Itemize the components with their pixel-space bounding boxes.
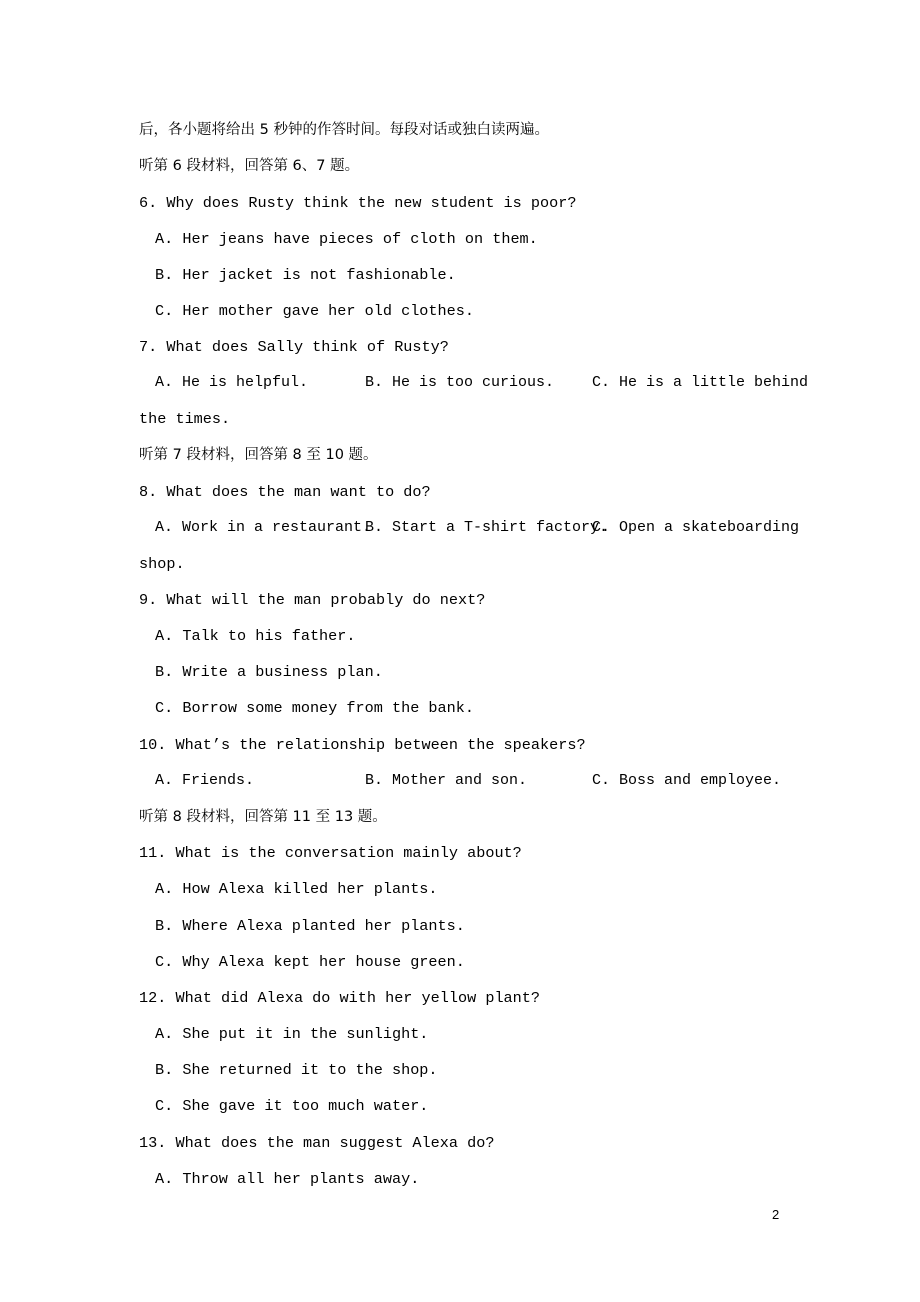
- section-7-heading: 听第 7 段材料，回答第 8 至 10 题。: [139, 447, 378, 463]
- question-12: 12. What did Alexa do with her yellow plant?: [139, 989, 541, 1007]
- question-6-option-a: A. Her jeans have pieces of cloth on them.: [155, 230, 538, 248]
- instructions-continuation: 后，各小题将给出 5 秒钟的作答时间。每段对话或独白读两遍。: [139, 122, 549, 138]
- question-9-option-a: A. Talk to his father.: [155, 627, 356, 645]
- question-6-option-b: B. Her jacket is not fashionable.: [155, 266, 456, 284]
- question-6-option-c: C. Her mother gave her old clothes.: [155, 302, 474, 320]
- question-13-option-a: A. Throw all her plants away.: [155, 1170, 420, 1188]
- question-9-option-b: B. Write a business plan.: [155, 663, 383, 681]
- question-8-option-a: A. Work in a restaurant.: [155, 519, 372, 536]
- question-11-option-a: A. How Alexa killed her plants.: [155, 880, 438, 898]
- question-8-option-c: C. Open a skateboarding: [592, 519, 800, 536]
- question-9-option-c: C. Borrow some money from the bank.: [155, 699, 474, 717]
- question-7-option-b: B. He is too curious.: [365, 374, 555, 391]
- question-11-option-c: C. Why Alexa kept her house green.: [155, 953, 465, 971]
- question-8: 8. What does the man want to do?: [139, 483, 431, 501]
- question-13: 13. What does the man suggest Alexa do?: [139, 1134, 495, 1152]
- question-12-option-b: B. She returned it to the shop.: [155, 1061, 438, 1079]
- question-10-option-a: A. Friends.: [155, 772, 255, 789]
- question-10-options: [155, 771, 795, 791]
- question-7: 7. What does Sally think of Rusty?: [139, 338, 449, 356]
- question-9: 9. What will the man probably do next?: [139, 591, 486, 609]
- section-6-heading: 听第 6 段材料，回答第 6、7 题。: [139, 158, 360, 174]
- question-7-option-c: C. He is a little behind: [592, 374, 809, 391]
- question-8-option-b: B. Start a T-shirt factory.: [365, 519, 609, 536]
- question-11: 11. What is the conversation mainly about?: [139, 844, 522, 862]
- question-12-option-c: C. She gave it too much water.: [155, 1097, 429, 1115]
- question-6: 6. Why does Rusty think the new student is poor?: [139, 194, 577, 212]
- question-10-option-c: C. Boss and employee.: [592, 772, 782, 789]
- question-7-option-a: A. He is helpful.: [155, 374, 309, 391]
- page-number: 2: [772, 1207, 780, 1222]
- question-12-option-a: A. She put it in the sunlight.: [155, 1025, 429, 1043]
- question-8-options: [155, 518, 800, 538]
- section-8-heading: 听第 8 段材料，回答第 11 至 13 题。: [139, 809, 387, 825]
- question-7-options: [155, 373, 809, 393]
- question-11-option-b: B. Where Alexa planted her plants.: [155, 917, 465, 935]
- question-7-option-c-continued: the times.: [139, 410, 231, 428]
- question-10-option-b: B. Mother and son.: [365, 772, 528, 789]
- question-8-option-c-continued: shop.: [139, 555, 185, 573]
- question-10: 10. What’s the relationship between the speakers?: [139, 736, 586, 754]
